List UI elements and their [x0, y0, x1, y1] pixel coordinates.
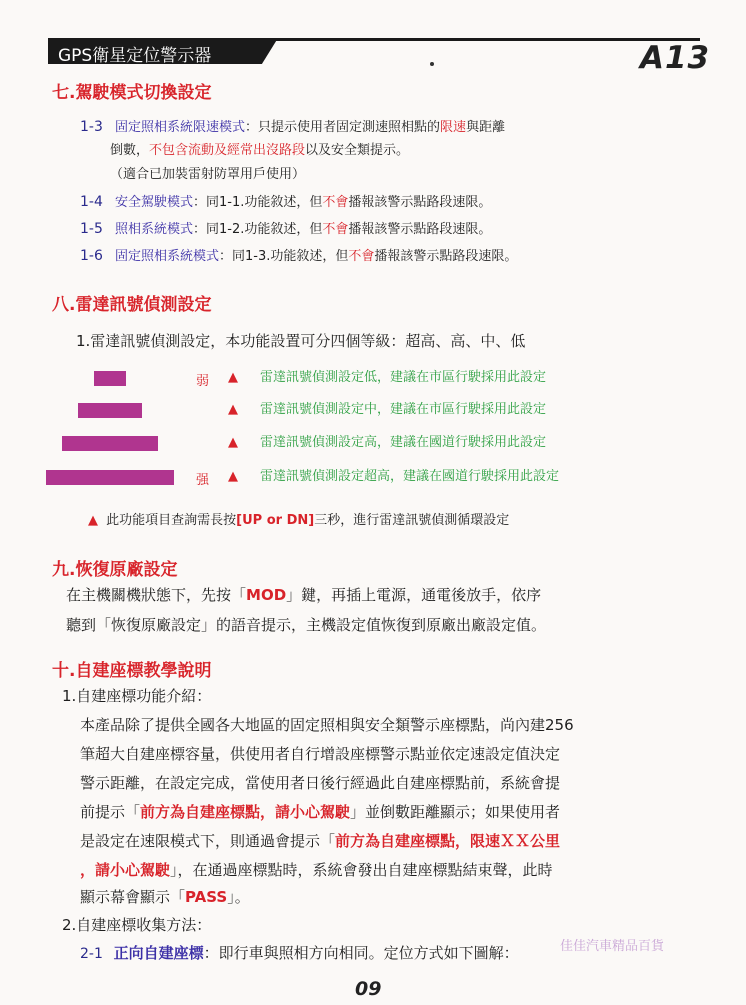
- highlight-text: 不會: [322, 222, 349, 237]
- highlight-text: 不會: [348, 249, 375, 264]
- voice-prompt: ，請小心駕駛: [80, 861, 171, 879]
- voice-prompt: 前方為自建座標點，請小心駕駛: [140, 803, 351, 821]
- header-title: GPS衛星定位警示器: [58, 46, 212, 66]
- level-text-low: 雷達訊號偵測設定低，建議在市區行駛採用此設定: [260, 370, 547, 385]
- page-number: 09: [355, 978, 382, 1000]
- watermark: 佳佳汽車精品百貨: [560, 939, 665, 954]
- item-text: ：同1-1.功能敘述，但: [193, 195, 323, 210]
- level-bar-medium: [78, 403, 142, 418]
- item-1-3-line2: [110, 142, 409, 160]
- body-text: 」，在通過座標點時，系統會發出自建座標點結束聲，此時: [170, 861, 553, 879]
- custom-coords-p6: [80, 857, 553, 883]
- level-text-high: 雷達訊號偵測設定高，建議在國道行駛採用此設定: [260, 435, 547, 450]
- item-text: 與距離: [466, 120, 506, 135]
- custom-coords-p1: 本產品除了提供全國各大地區的固定照相與安全類警示座標點，尚內建256: [80, 716, 574, 734]
- body-text: 前提示「: [80, 803, 141, 821]
- reset-line1: [66, 582, 541, 608]
- section-10-title: 十.自建座標教學說明: [52, 661, 212, 681]
- radar-intro: 1.雷達訊號偵測設定，本功能設置可分四個等級：超高、高、中、低: [76, 332, 526, 350]
- highlight-text: 限速: [440, 120, 467, 135]
- mode-name: 固定照相系統限速模式: [115, 120, 246, 135]
- item-text: ：同1-2.功能敘述，但: [193, 222, 323, 237]
- section-8-title: 八.雷達訊號偵測設定: [52, 295, 212, 315]
- item-text: 播報該警示點路段速限。: [374, 249, 518, 264]
- body-text: 顯示幕會顯示「: [80, 888, 186, 906]
- custom-coords-subtitle-1: 1.自建座標功能介紹：: [62, 687, 212, 705]
- warning-triangle-icon: ▲: [228, 402, 238, 417]
- mode-name: 固定照相系統模式: [115, 249, 220, 264]
- item-text: ：只提示使用者固定測速照相點的: [245, 120, 441, 135]
- level-text-medium: 雷達訊號偵測設定中，建議在市區行駛採用此設定: [260, 402, 547, 417]
- method-name: 正向自建座標: [113, 944, 204, 962]
- weak-label: 弱: [196, 374, 210, 389]
- body-text: 在主機關機狀態下，先按「: [66, 586, 247, 604]
- level-bar-high: [62, 436, 158, 451]
- custom-coords-p2: 筆超大自建座標容量，供使用者自行增設座標警示點並依定速設定值決定: [80, 745, 561, 763]
- mode-name: 安全駕駛模式: [115, 195, 194, 210]
- key-name: MOD: [246, 586, 287, 604]
- section-7-title: 七.駕駛模式切換設定: [52, 83, 212, 103]
- display-text: PASS: [185, 888, 228, 906]
- level-text-super-high: 雷達訊號偵測設定超高，建議在國道行駛採用此設定: [260, 469, 560, 484]
- warning-triangle-icon: ▲: [228, 435, 238, 450]
- item-text: ：同1-3.功能敘述，但: [219, 249, 349, 264]
- decorative-dot: [430, 62, 434, 66]
- body-text: 是設定在速限模式下，則通過會提示「: [80, 832, 336, 850]
- item-1-3-line1: [80, 118, 505, 137]
- body-text: 」。: [227, 888, 250, 906]
- warning-triangle-icon: ▲: [228, 370, 238, 385]
- highlight-text: 不會: [322, 195, 349, 210]
- custom-coords-2-1: [80, 940, 519, 967]
- warning-triangle-icon: ▲: [228, 469, 238, 484]
- section-9-title: 九.恢復原廠設定: [52, 560, 178, 580]
- body-text: ：即行車與照相方向相同。定位方式如下圖解：: [203, 944, 519, 962]
- item-1-5: [80, 220, 491, 239]
- item-number: 2-1: [80, 946, 103, 962]
- item-1-6: [80, 247, 517, 266]
- item-number: 1-3: [80, 119, 103, 135]
- radar-note: [88, 512, 509, 530]
- voice-prompt: 前方為自建座標點，限速ＸＸ公里: [335, 832, 561, 850]
- item-1-4: [80, 193, 491, 212]
- item-number: 1-6: [80, 248, 103, 264]
- note-text: 此功能項目查詢需長按: [106, 513, 237, 528]
- button-hint: [UP or DN]: [236, 513, 315, 528]
- item-text: 播報該警示點路段速限。: [348, 222, 492, 237]
- custom-coords-p7: [80, 884, 250, 910]
- item-text: 以及安全類提示。: [305, 143, 410, 158]
- custom-coords-subtitle-2: 2.自建座標收集方法：: [62, 916, 212, 934]
- custom-coords-p3: 警示距離，在設定完成，當使用者日後行經過此自建座標點前，系統會提: [80, 774, 561, 792]
- item-text: 倒數，: [110, 143, 150, 158]
- level-bar-low: [94, 371, 126, 386]
- custom-coords-p5: [80, 828, 560, 854]
- mode-name: 照相系統模式: [115, 222, 194, 237]
- level-bar-super-high: [46, 470, 174, 485]
- reset-line2: 聽到「恢復原廠設定」的語音提示，主機設定值恢復到原廠出廠設定值。: [66, 616, 547, 634]
- body-text: 」鍵，再插上電源，通電後放手，依序: [286, 586, 542, 604]
- strong-label: 强: [196, 473, 210, 488]
- item-number: 1-4: [80, 194, 103, 210]
- highlight-text: 不包含流動及經常出沒路段: [149, 143, 306, 158]
- custom-coords-p4: [80, 799, 560, 825]
- item-number: 1-5: [80, 221, 103, 237]
- model-name: A13: [640, 40, 711, 76]
- body-text: 」並倒數距離顯示；如果使用者: [350, 803, 561, 821]
- header-rule: [270, 38, 700, 41]
- item-text: 播報該警示點路段速限。: [348, 195, 492, 210]
- item-1-3-line3: （適合已加裝雷射防罩用戶使用）: [110, 167, 306, 182]
- warning-triangle-icon: ▲: [88, 513, 98, 528]
- note-text: 三秒，進行雷達訊號偵測循環設定: [314, 513, 510, 528]
